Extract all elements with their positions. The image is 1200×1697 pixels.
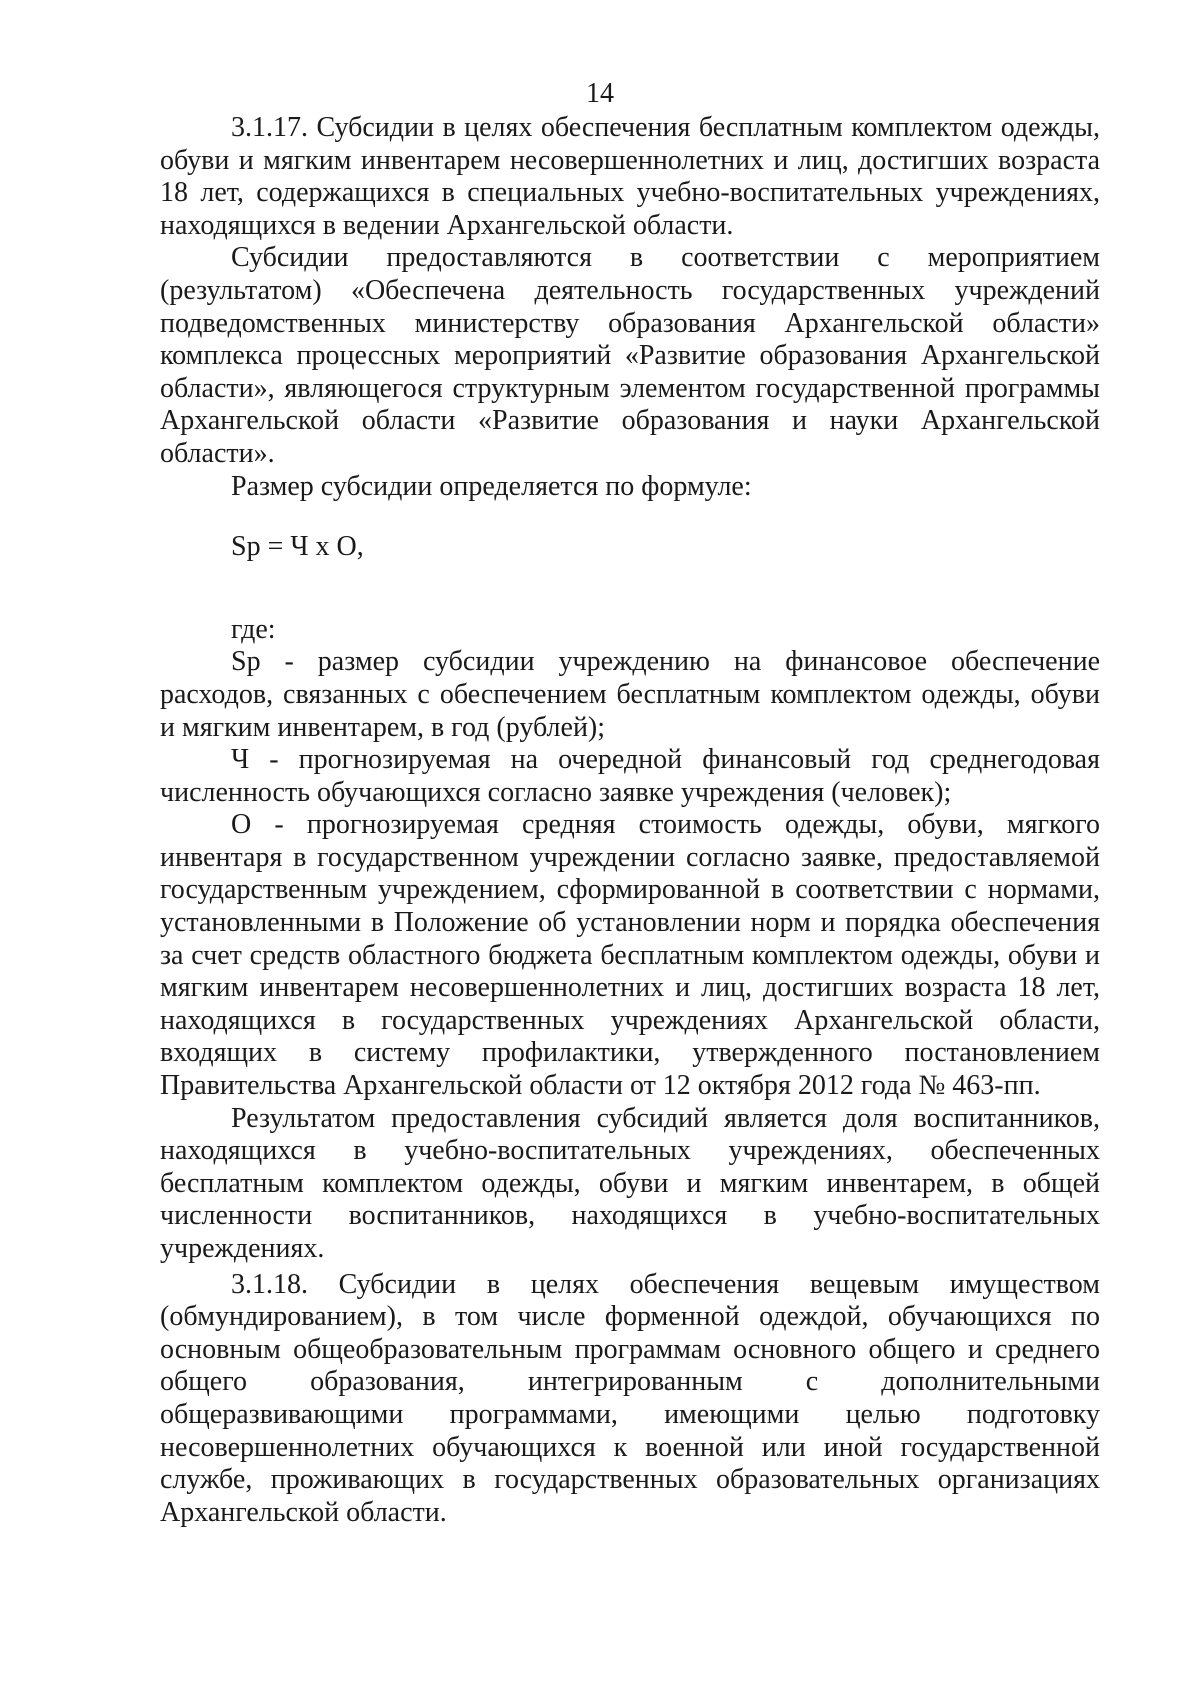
formula: Sp = Ч х О, [231,531,364,563]
definition-o: О - прогнозируемая средняя стоимость одежды, обуви, мягкого инвентаря в государственном учреждении согласно заявке, предоставляемой государственным учреждением, сформированной в соответствии с нормами, установленными в Положение об установлении норм и порядка обеспечения за счет средств областного бюджета бесплатным комплектом одежды, обуви и мягким инвентарем несовершеннолетних и лиц, достигших возраста 18 лет, находящихся в государственных учреждениях Архангельской области, входящих в систему профилактики, утвержденного постановлением Правительства Архангельской области от 12 октября 2012 года № 463-пп. [160,809,1100,1102]
paragraph-formula-intro: Размер субсидии определяется по формуле: [231,470,752,502]
definition-sp: Sp - размер субсидии учреждению на финансовое обеспечение расходов, связанных с обеспечением бесплатным комплектом одежды, обуви и мягким инвентарем, в год (рублей); [160,646,1100,743]
paragraph-subsidy-provision: Субсидии предоставляются в соответствии с мероприятием (результатом) «Обеспечена деятельность государственных учреждений подведомственных министерству образования Архангельской области» комплекса процессных мероприятий «Развитие образования Архангельской области», являющегося структурным элементом государственной программы Архангельской области «Развитие образования и науки Архангельской области». [160,242,1100,469]
page-number: 14 [586,78,614,109]
document-body [160,112,1100,1529]
paragraph-3-1-17: 3.1.17. Субсидии в целях обеспечения бесплатным комплектом одежды, обуви и мягким инвентарем несовершеннолетних и лиц, достигших возраста 18 лет, содержащихся в специальных учебно-воспитательных учреждениях, находящихся в ведении Архангельской области. [160,112,1100,241]
where-label: где: [231,613,276,645]
paragraph-result: Результатом предоставления субсидий является доля воспитанников, находящихся в учебно-воспитательных учреждениях, обеспеченных бесплатным комплектом одежды, обуви и мягким инвентарем, в общей численности воспитанников, находящихся в учебно-воспитательных учреждениях. [160,1102,1100,1264]
paragraph-3-1-18: 3.1.18. Субсидии в целях обеспечения вещевым имуществом (обмундированием), в том числе форменной одеждой, обучающихся по основным общеобразовательным программам основного общего и среднего общего образования, интегрированным с дополнительными общеразвивающими программами, имеющими целью подготовку несовершеннолетних обучающихся к военной или иной государственной службе, проживающих в государственных образовательных организациях Архангельской области. [160,1268,1100,1528]
definition-ch: Ч - прогнозируемая на очередной финансовый год среднегодовая численность обучающихся согласно заявке учреждения (человек); [160,744,1100,808]
